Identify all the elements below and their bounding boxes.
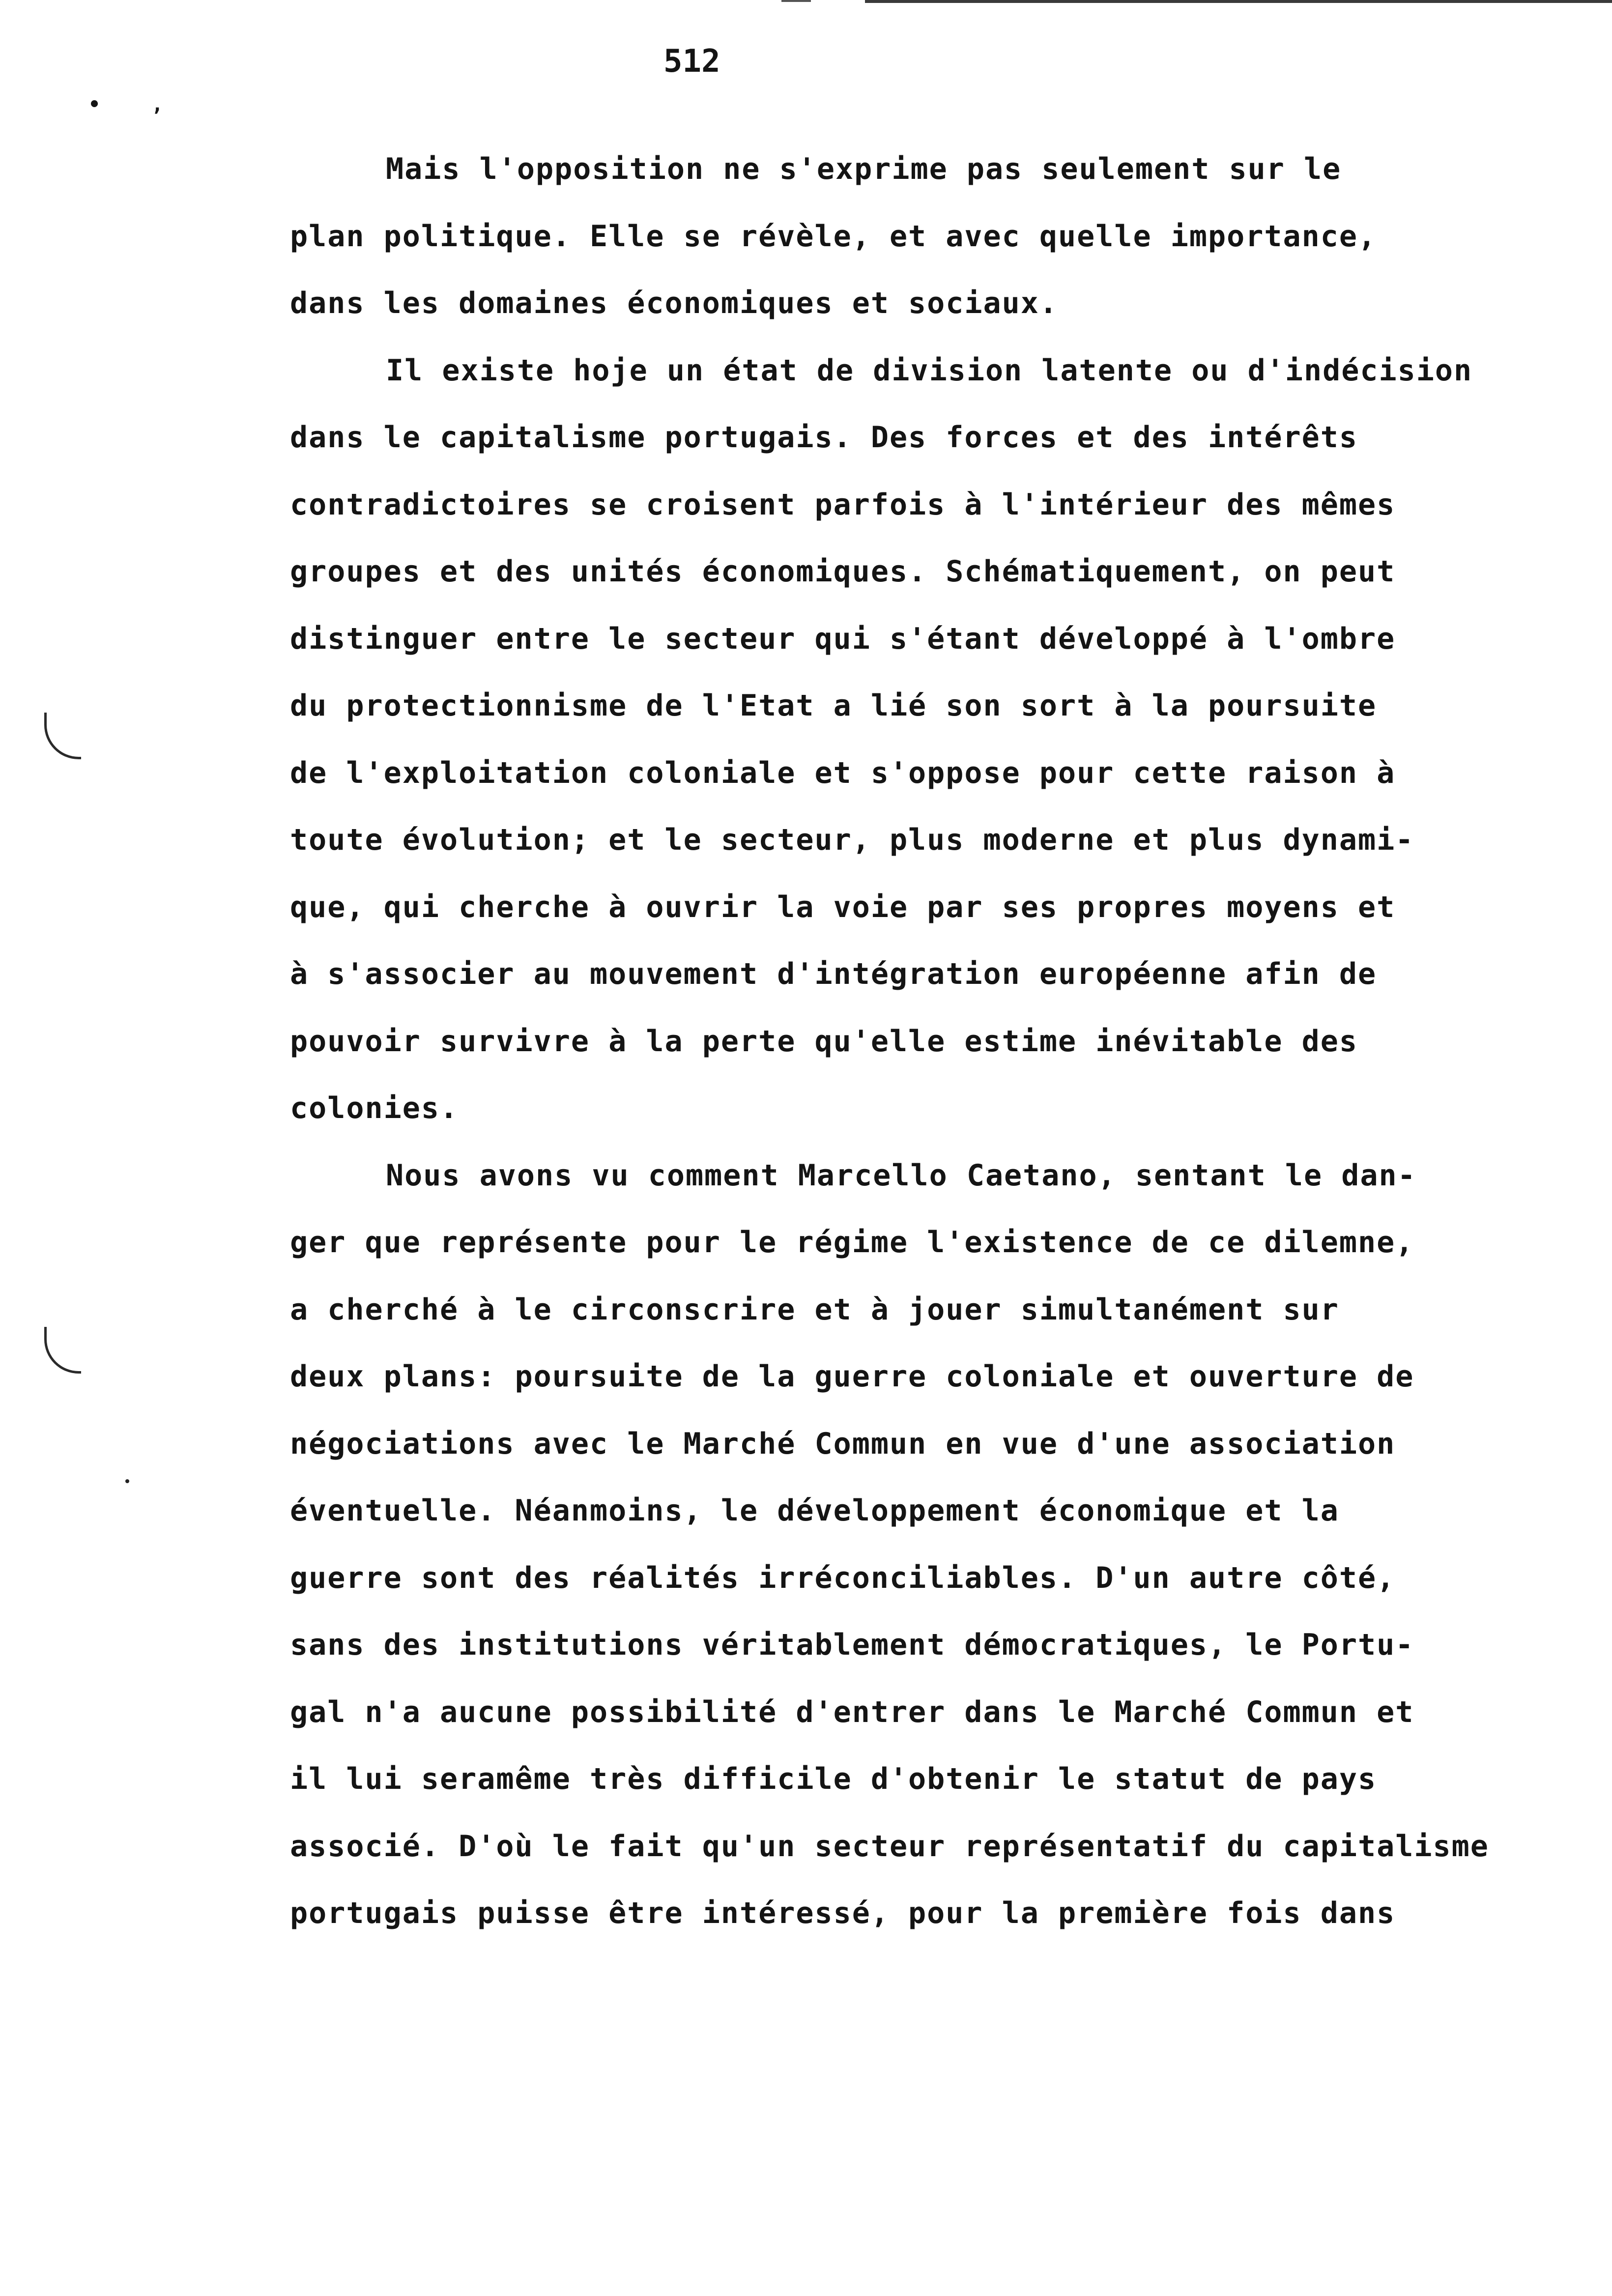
- text-line: guerre sont des réalités irréconciliables. D'un autre côté,: [290, 1560, 1396, 1595]
- top-rule-short: [781, 0, 811, 2]
- text-line: gal n'a aucune possibilité d'entrer dans le Marché Commun et: [290, 1694, 1414, 1729]
- top-rule: [865, 0, 1612, 3]
- text-line: dans les domaines économiques et sociaux.: [290, 286, 1059, 320]
- text-line: négociations avec le Marché Commun en vue d'une association: [290, 1426, 1396, 1461]
- text-line: du protectionnisme de l'Etat a lié son sort à la poursuite: [290, 689, 1377, 723]
- text-line: Il existe hoje un état de division latente ou d'indécision: [386, 353, 1473, 388]
- text-line: pouvoir survivre à la perte qu'elle estime inévitable des: [290, 1024, 1358, 1059]
- document-body: [290, 136, 1597, 1947]
- margin-dot-mark: [125, 1479, 129, 1483]
- page-number: 512: [663, 43, 720, 80]
- text-line: dans le capitalisme portugais. Des forces et des intérêts: [290, 420, 1358, 455]
- text-line: plan politique. Elle se révèle, et avec quelle importance,: [290, 219, 1377, 254]
- text-line: contradictoires se croisent parfois à l'intérieur des mêmes: [290, 487, 1396, 522]
- text-line: que, qui cherche à ouvrir la voie par ses propres moyens et: [290, 890, 1396, 924]
- margin-marks: • ,: [88, 93, 183, 116]
- text-line: il lui seramême très difficile d'obtenir le statut de pays: [290, 1762, 1377, 1796]
- text-line: colonies.: [290, 1091, 459, 1125]
- text-line: Nous avons vu comment Marcello Caetano, sentant le dan-: [386, 1158, 1416, 1193]
- text-line: Mais l'opposition ne s'exprime pas seulement sur le: [386, 152, 1342, 186]
- text-line: deux plans: poursuite de la guerre coloniale et ouverture de: [290, 1359, 1414, 1394]
- text-line: éventuelle. Néanmoins, le développement économique et la: [290, 1493, 1339, 1528]
- text-line: toute évolution; et le secteur, plus moderne et plus dynami-: [290, 823, 1414, 857]
- text-line: à s'associer au mouvement d'intégration européenne afin de: [290, 957, 1377, 991]
- text-line: a cherché à le circonscrire et à jouer simultanément sur: [290, 1292, 1339, 1327]
- text-line: ger que représente pour le régime l'existence de ce dilemne,: [290, 1225, 1414, 1260]
- margin-bracket-mark: [44, 1327, 81, 1374]
- text-line: distinguer entre le secteur qui s'étant développé à l'ombre: [290, 621, 1396, 656]
- text-line: associé. D'où le fait qu'un secteur représentatif du capitalisme: [290, 1829, 1489, 1864]
- margin-bracket-mark: [44, 713, 81, 759]
- text-line: sans des institutions véritablement démocratiques, le Portu-: [290, 1628, 1414, 1662]
- text-line: portugais puisse être intéressé, pour la première fois dans: [290, 1896, 1396, 1930]
- text-line: groupes et des unités économiques. Schématiquement, on peut: [290, 554, 1396, 589]
- text-line: de l'exploitation coloniale et s'oppose pour cette raison à: [290, 755, 1396, 790]
